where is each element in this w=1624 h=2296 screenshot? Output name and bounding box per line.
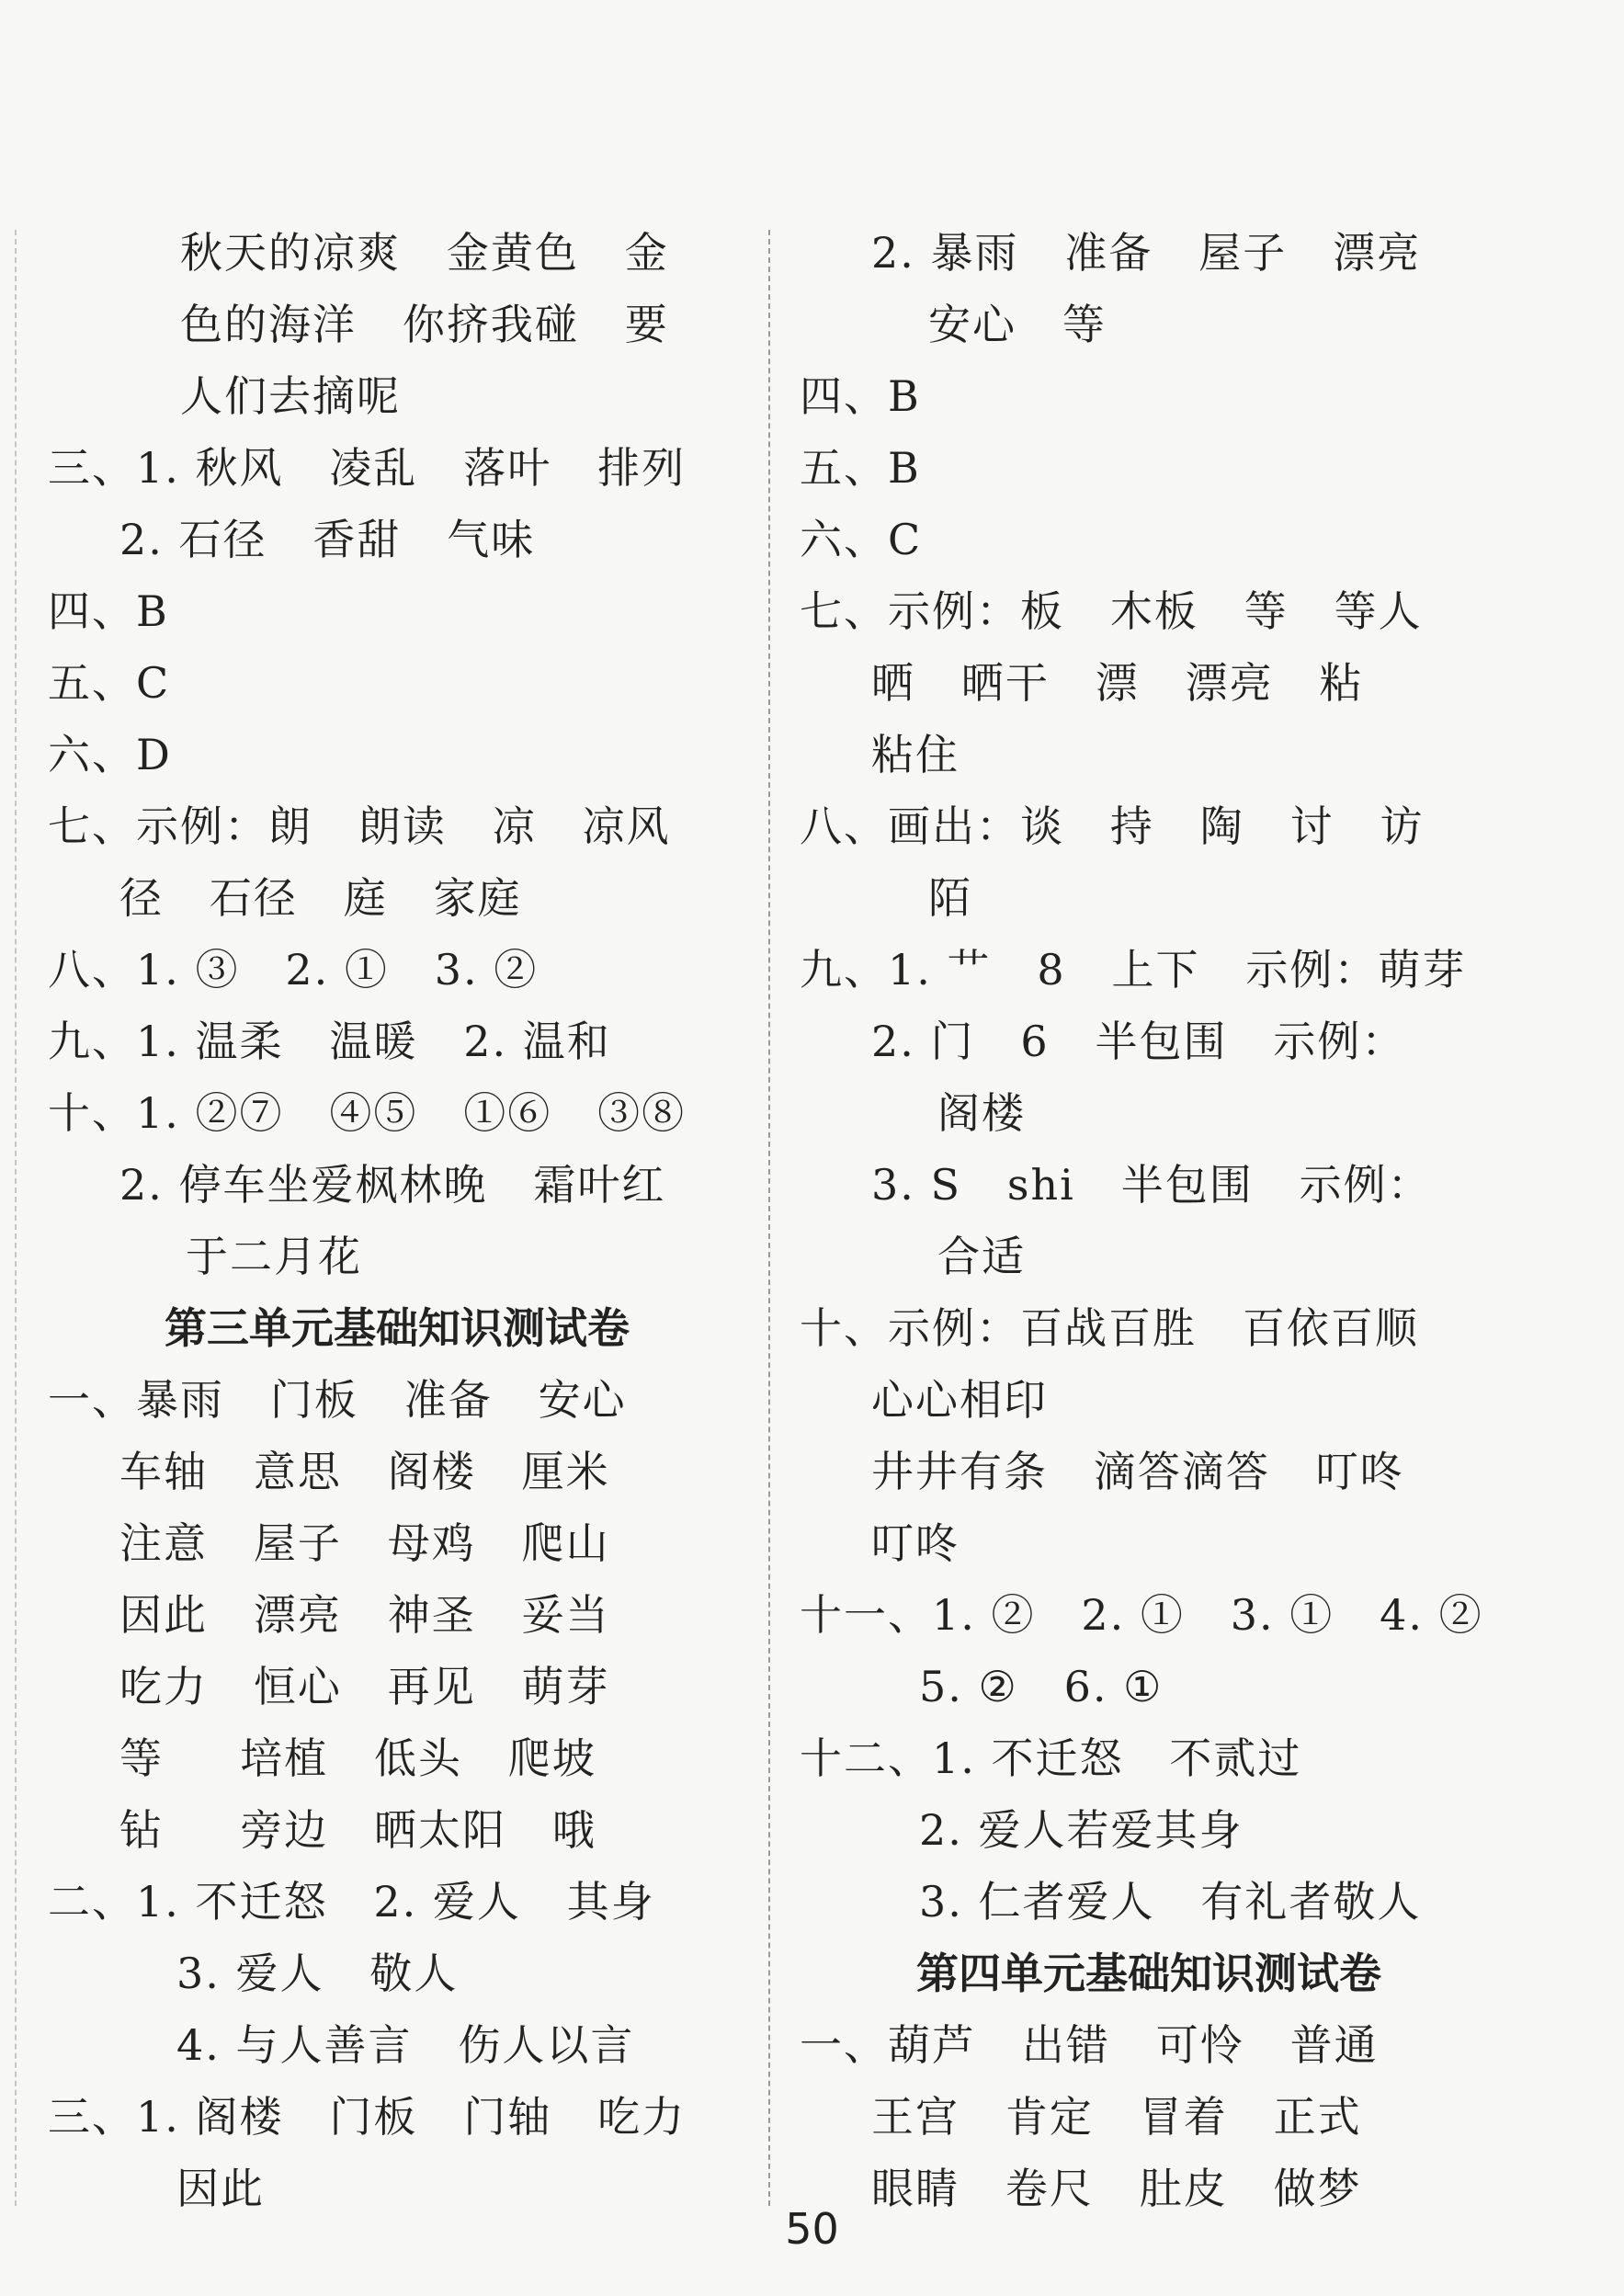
answer-line: 色的海洋 你挤我碰 要 <box>180 300 669 349</box>
answer-line: 六、D <box>48 730 172 779</box>
answer-line: 人们去摘呢 <box>180 371 401 421</box>
answer-line: 眼睛 卷尺 肚皮 做梦 <box>871 2164 1362 2213</box>
answer-line: 四、B <box>48 586 169 636</box>
binding-margin-line <box>15 230 17 2206</box>
answer-line: 吃力 恒心 再见 萌芽 <box>119 1662 610 1711</box>
answer-line: 2. 爱人若爱其身 <box>919 1805 1244 1855</box>
answer-line: 3. 爱人 敬人 <box>176 1949 459 1998</box>
answer-line: 陌 <box>928 873 972 923</box>
section-heading: 第三单元基础知识测试卷 <box>165 1303 630 1353</box>
answer-line: 钻 旁边 晒太阳 哦 <box>119 1805 596 1855</box>
answer-line: 一、葫芦 出错 可怜 普通 <box>800 2020 1379 2070</box>
answer-line: 七、示例：板 木板 等 等人 <box>800 586 1423 636</box>
answer-line: 十一、1. ② 2. ① 3. ① 4. ② <box>800 1590 1483 1640</box>
right-column <box>800 217 1498 2224</box>
answer-line: 三、1. 阁楼 门板 门轴 吃力 <box>48 2092 687 2142</box>
answer-line: 径 石径 庭 家庭 <box>119 873 522 923</box>
answer-line: 5. ② 6. ① <box>919 1662 1164 1711</box>
answer-line: 粘住 <box>871 730 960 779</box>
answer-line: 九、1. 温柔 温暖 2. 温和 <box>48 1017 611 1066</box>
answer-line: 一、暴雨 门板 准备 安心 <box>48 1375 627 1425</box>
answer-line: 2. 停车坐爱枫林晚 霜叶红 <box>119 1160 666 1210</box>
answer-line: 二、1. 不迁怒 2. 爱人 其身 <box>48 1877 655 1927</box>
answer-line: 九、1. 艹 8 上下 示例：萌芽 <box>800 945 1467 995</box>
answer-line: 十二、1. 不迁怒 不贰过 <box>800 1733 1302 1783</box>
answer-line: 阁楼 <box>937 1088 1026 1138</box>
answer-line: 车轴 意思 阁楼 厘米 <box>119 1447 610 1496</box>
answer-line: 秋天的凉爽 金黄色 金 <box>180 228 669 278</box>
answer-line: 晒 晒干 漂 漂亮 粘 <box>871 658 1364 708</box>
answer-line: 六、C <box>800 515 923 564</box>
answer-line: 2. 门 6 半包围 示例： <box>871 1017 1406 1066</box>
answer-line: 三、1. 秋风 凌乱 落叶 排列 <box>48 443 687 493</box>
answer-line: 七、示例：朗 朗读 凉 凉风 <box>48 801 671 851</box>
answer-line: 八、1. ③ 2. ① 3. ② <box>48 945 539 995</box>
answer-line: 十、1. ②⑦ ④⑤ ①⑥ ③⑧ <box>48 1088 687 1138</box>
answer-line: 五、C <box>48 658 171 708</box>
answer-line: 安心 等 <box>928 300 1107 349</box>
left-column <box>48 217 746 2224</box>
answer-line: 4. 与人善言 伤人以言 <box>176 2020 635 2070</box>
answer-line: 叮咚 <box>871 1518 960 1568</box>
answer-line: 心心相印 <box>871 1375 1048 1425</box>
answer-line: 等 培植 低头 爬坡 <box>119 1733 596 1783</box>
page-number: 50 <box>785 2204 839 2254</box>
answer-line: 2. 石径 香甜 气味 <box>119 515 536 564</box>
answer-line: 因此 漂亮 神圣 妥当 <box>119 1590 610 1640</box>
section-heading: 第四单元基础知识测试卷 <box>916 1949 1381 1998</box>
answer-line: 因此 <box>176 2164 265 2213</box>
answer-line: 注意 屋子 母鸡 爬山 <box>119 1518 610 1568</box>
answer-line: 五、B <box>800 443 921 493</box>
answer-line: 王宫 肯定 冒着 正式 <box>871 2092 1362 2142</box>
answer-line: 3. S shi 半包围 示例： <box>871 1160 1432 1210</box>
answer-line: 八、画出：谈 持 陶 讨 访 <box>800 801 1425 851</box>
answer-line: 3. 仁者爱人 有礼者敬人 <box>919 1877 1422 1927</box>
column-divider <box>768 230 770 2206</box>
answer-line: 四、B <box>800 371 921 421</box>
answer-line: 合适 <box>937 1232 1026 1281</box>
answer-line: 于二月花 <box>186 1232 362 1281</box>
answer-line: 2. 暴雨 准备 屋子 漂亮 <box>871 228 1422 278</box>
answer-line: 十、示例：百战百胜 百依百顺 <box>800 1303 1419 1353</box>
answer-line: 井井有条 滴答滴答 叮咚 <box>871 1447 1404 1496</box>
